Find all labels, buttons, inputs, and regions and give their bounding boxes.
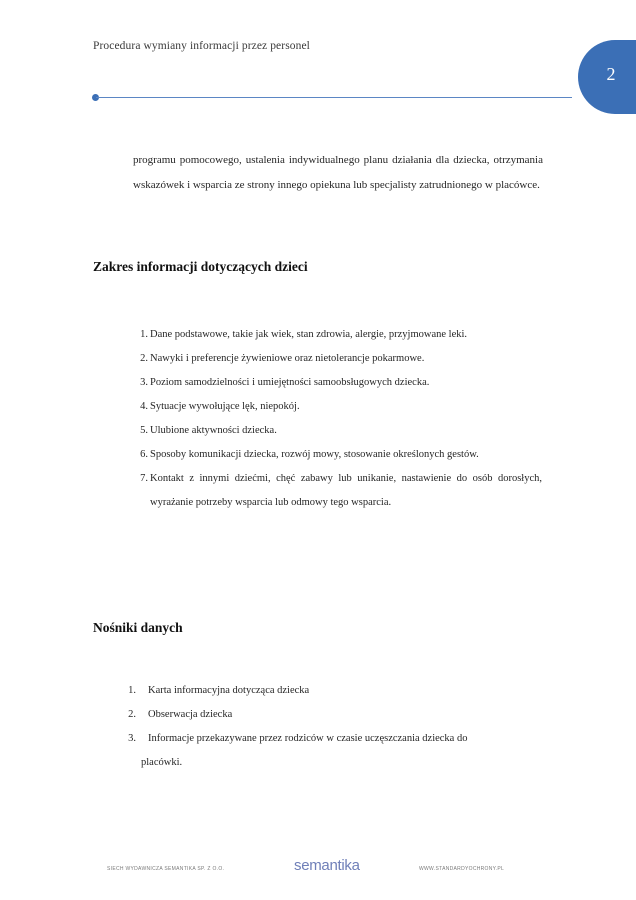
list-item: 7. Kontakt z innymi dziećmi, chęć zabawy lub unikanie, nastawienie do osób dorosłych, wyrażanie potrzeby wsparcia lub odmowy tego wsparcia. [140,473,542,508]
list-item: 5. Ulubione aktywności dziecka. [140,425,277,436]
header-rule [96,97,572,98]
section-heading-children-info: Zakres informacji dotyczących dzieci [93,259,308,274]
list-item: 3. Informacje przekazywane przez rodziców w czasie uczęszczania dziecka do placówki. [128,733,468,768]
footer-website: WWW.STANDARDYOCHRONY.PL [419,866,505,872]
data-carriers-list [122,679,543,775]
list-item: 6. Sposoby komunikacji dziecka, rozwój mowy, stosowanie określonych gestów. [140,449,479,460]
section-heading-data-carriers: Nośniki danych [93,620,183,635]
footer-logo: semantika [294,857,360,874]
header-title: Procedura wymiany informacji przez personel [93,40,310,52]
footer-publisher: SIECH WYDAWNICZA SEMANTIKA SP. Z O.O. [107,866,225,872]
list-item: 4. Sytuacje wywołujące lęk, niepokój. [140,401,300,412]
list-item: 1. Dane podstawowe, takie jak wiek, stan zdrowia, alergie, przyjmowane leki. [140,329,468,340]
children-info-list [134,323,542,515]
list-item: 2. Nawyki i preferencje żywieniowe oraz nietolerancje pokarmowe. [140,353,425,364]
list-item: 2. Obserwacja dziecka [128,709,233,720]
page-number: 2 [606,64,616,84]
page-number-tab [578,40,636,114]
list-item: 3. Poziom samodzielności i umiejętności samoobsługowych dziecka. [140,377,430,388]
intro-paragraph: programu pomocowego, ustalenia indywidualnego planu działania dla dziecka, otrzymania wskazówek i wsparcia ze strony innego opiekuna lub specjalisty zatrudnionego w placówce. [133,154,543,191]
list-item: 1. Karta informacyjna dotycząca dziecka [128,685,310,696]
